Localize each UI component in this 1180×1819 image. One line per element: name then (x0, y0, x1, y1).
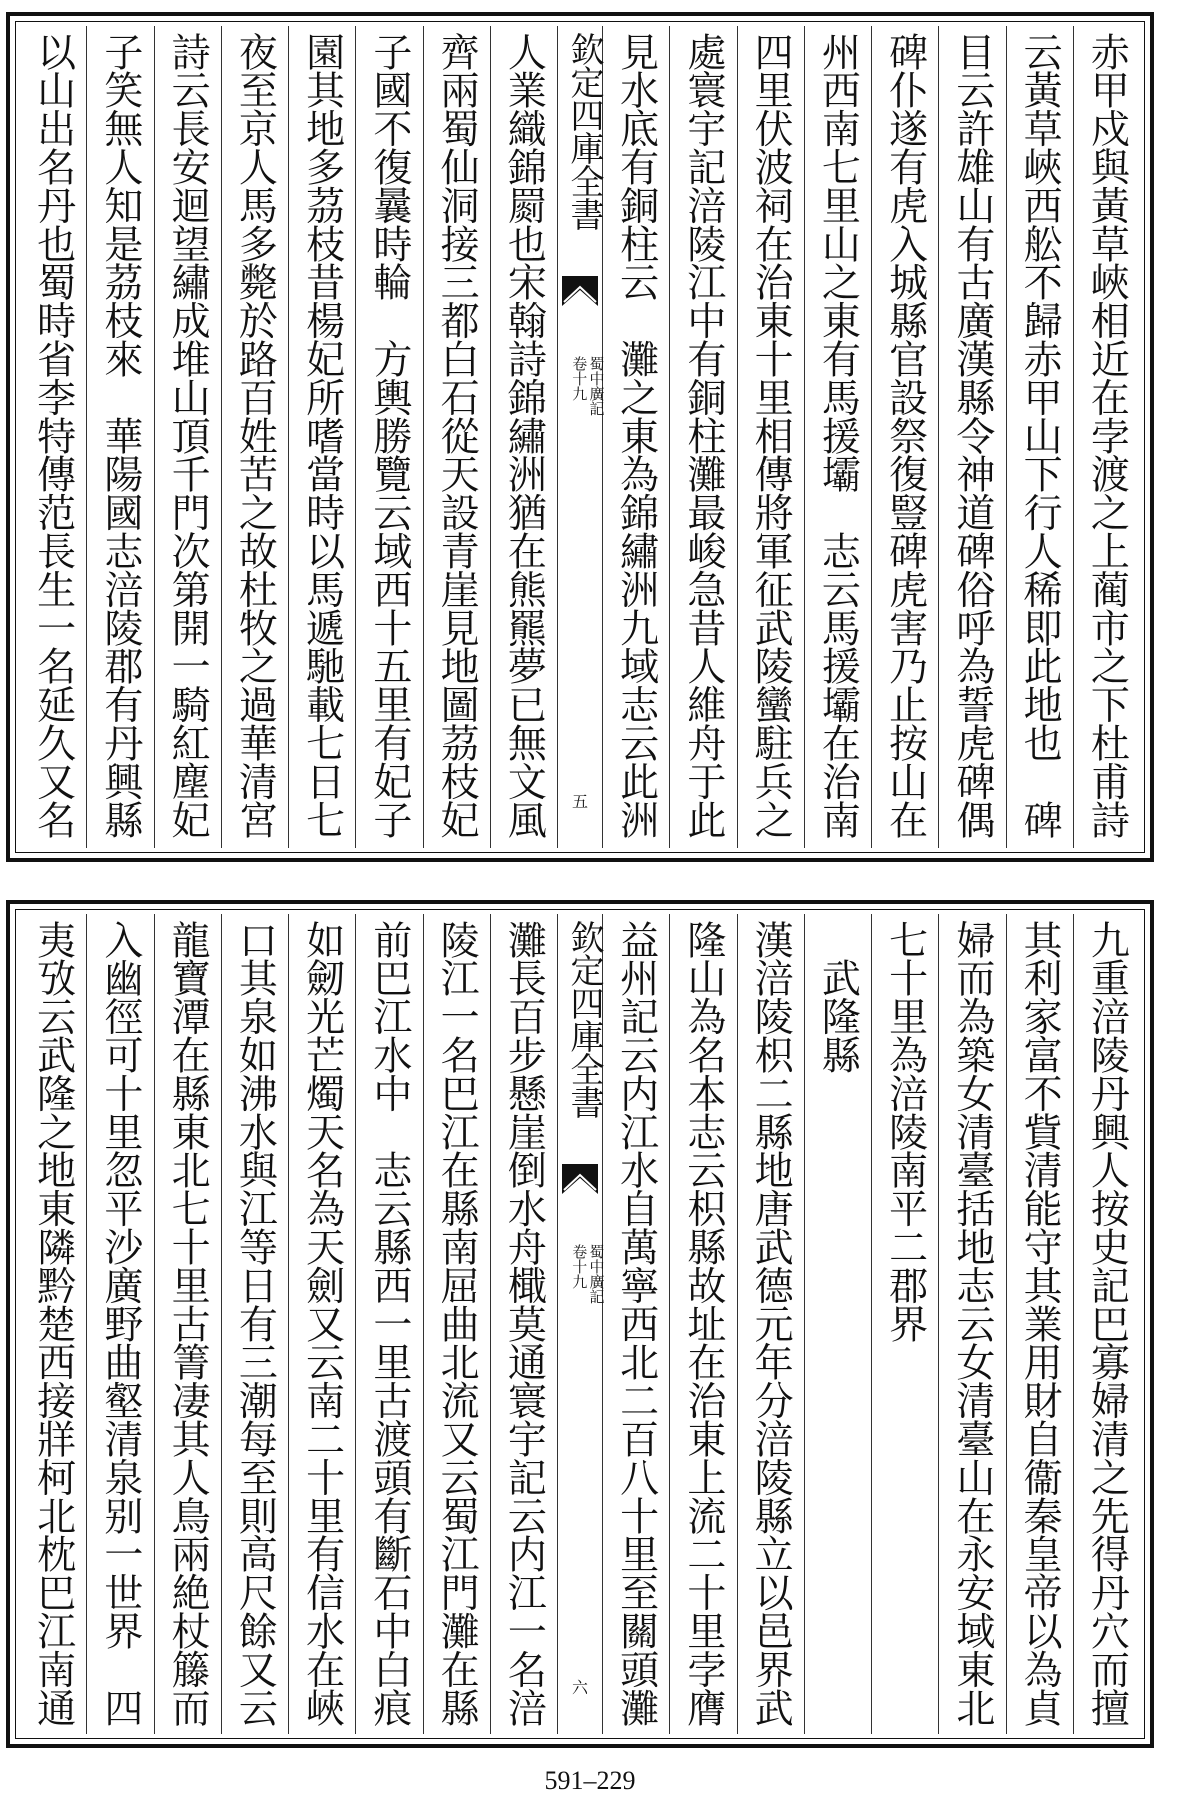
text-column (1006, 26, 1073, 848)
column-text: 子國不復曩時輪 方輿勝覽云域西十五里有妃子 (366, 32, 412, 839)
volume-label: 蜀中廣記 卷十九 (570, 1244, 606, 1304)
text-column (1073, 26, 1140, 848)
text-column (20, 26, 86, 848)
text-column (490, 26, 557, 848)
text-column (1006, 914, 1073, 1734)
column-text: 赤甲戍與黃草峽相近在孛渡之上蔺市之下杜甫詩 (1084, 32, 1130, 839)
text-column (423, 914, 490, 1734)
column-text: 處寰宇記涪陵江中有銅柱灘最峻急昔人維舟于此 (680, 32, 726, 839)
fishtail-mark-icon (562, 1164, 598, 1194)
center-fold-margin (557, 26, 606, 848)
text-column (154, 914, 221, 1734)
column-text: 以山出名丹也蜀時省李特傳范長生一名延久又名 (30, 32, 76, 839)
text-column (871, 26, 938, 848)
column-text: 其利家富不貲清能守其業用財自衞秦皇帝以為貞 (1017, 920, 1063, 1727)
column-text: 夜至京人馬多斃於路百姓苦之故杜牧之過華清宮 (232, 32, 278, 839)
text-column (86, 914, 153, 1734)
text-column (423, 26, 490, 848)
column-text: 夷攷云武隆之地東隣黔楚西接牂柯北枕巴江南通 (30, 920, 76, 1727)
column-text: 益州記云内江水自萬寧西北二百八十里至關頭灘 (613, 920, 659, 1727)
text-column (804, 914, 871, 1734)
text-column (938, 914, 1005, 1734)
text-column (1073, 914, 1140, 1734)
text-column (669, 26, 736, 848)
page-bottom (6, 900, 1154, 1748)
column-text: 園其地多茘枝昔楊妃所嗜當時以馬遞馳載七日七 (299, 32, 345, 839)
volume-label: 蜀中廣記 卷十九 (570, 356, 606, 416)
text-column (355, 914, 422, 1734)
leaf-number: 五 (572, 792, 589, 811)
text-column (154, 26, 221, 848)
text-column (602, 26, 669, 848)
leaf-number: 六 (572, 1678, 589, 1697)
book-title: 欽定四庫全書 (564, 32, 604, 230)
text-column (871, 914, 938, 1734)
page-top (6, 12, 1154, 862)
column-text: 漢涪陵枳二縣地唐武德元年分涪陵縣立以邑界武 (748, 920, 794, 1727)
text-column (490, 914, 557, 1734)
column-text: 云黃草峽西舩不歸赤甲山下行人稀即此地也 碑 (1017, 32, 1063, 839)
text-column (355, 26, 422, 848)
text-column (20, 914, 86, 1734)
column-text: 四里伏波祠在治東十里相傳將軍征武陵蠻駐兵之 (748, 32, 794, 839)
column-text: 入幽徑可十里忽平沙廣野曲壑清泉别一世界 四 (97, 920, 143, 1727)
column-text: 子笑無人知是茘枝來 華陽國志涪陵郡有丹興縣 (97, 32, 143, 839)
column-text: 口其泉如沸水與江等日有三潮每至則高尺餘又云 (232, 920, 278, 1727)
text-column (86, 26, 153, 848)
text-column (221, 26, 288, 848)
book-title: 欽定四庫全書 (564, 920, 604, 1118)
text-column (221, 914, 288, 1734)
column-text: 州西南七里山之東有馬援壩 志云馬援壩在治南 (815, 32, 861, 839)
column-text: 七十里為涪陵南平二郡界 (882, 920, 928, 1343)
text-column (669, 914, 736, 1734)
text-column (737, 26, 804, 848)
column-text: 婦而為築女清臺括地志云女清臺山在永安域東北 (949, 920, 995, 1727)
column-text: 目云許雄山有古廣漢縣令神道碑俗呼為誓虎碑偶 (949, 32, 995, 839)
column-text: 齊兩蜀仙洞接三都白石從天設青崖見地圖茘枝妃 (434, 32, 480, 839)
fishtail-mark-icon (562, 276, 598, 306)
text-column (938, 26, 1005, 848)
text-column (804, 26, 871, 848)
text-column (288, 914, 355, 1734)
column-text: 灘長百步懸崖倒水舟檝莫通寰宇記云内江一名涪 (501, 920, 547, 1727)
column-text: 如劒光芒燭天名為天劍又云南二十里有信水在峽 (299, 920, 345, 1727)
column-text: 前巴江水中 志云縣西一里古渡頭有斷石中白痕 (366, 920, 412, 1727)
column-text: 詩云長安迴望繡成堆山頂千門次第開一騎紅塵妃 (165, 32, 211, 839)
column-text: 隆山為名本志云枳縣故址在治東上流二十里孛膺 (680, 920, 726, 1727)
scan-page-number: 591–229 (544, 1766, 636, 1795)
text-column (602, 914, 669, 1734)
column-text: 九重涪陵丹興人按史記巴寡婦清之先得丹穴而擅 (1084, 920, 1130, 1727)
column-text: 碑仆遂有虎入城縣官設祭復豎碑虎害乃止按山在 (882, 32, 928, 839)
text-column (288, 26, 355, 848)
center-fold-margin (557, 914, 606, 1734)
column-text: 見水底有銅柱云 灘之東為錦繡洲九域志云此洲 (613, 32, 659, 839)
section-heading: 武隆縣 (815, 920, 861, 1074)
column-text: 陵江一名巴江在縣南屈曲北流又云蜀江門灘在縣 (434, 920, 480, 1727)
column-text: 龍寶潭在縣東北七十里古箐凄其人鳥兩絶杖籐而 (165, 920, 211, 1727)
column-text: 人業織錦罽也宋翰詩錦繡洲猶在熊羆夢已無文風 (501, 32, 547, 839)
text-column (737, 914, 804, 1734)
